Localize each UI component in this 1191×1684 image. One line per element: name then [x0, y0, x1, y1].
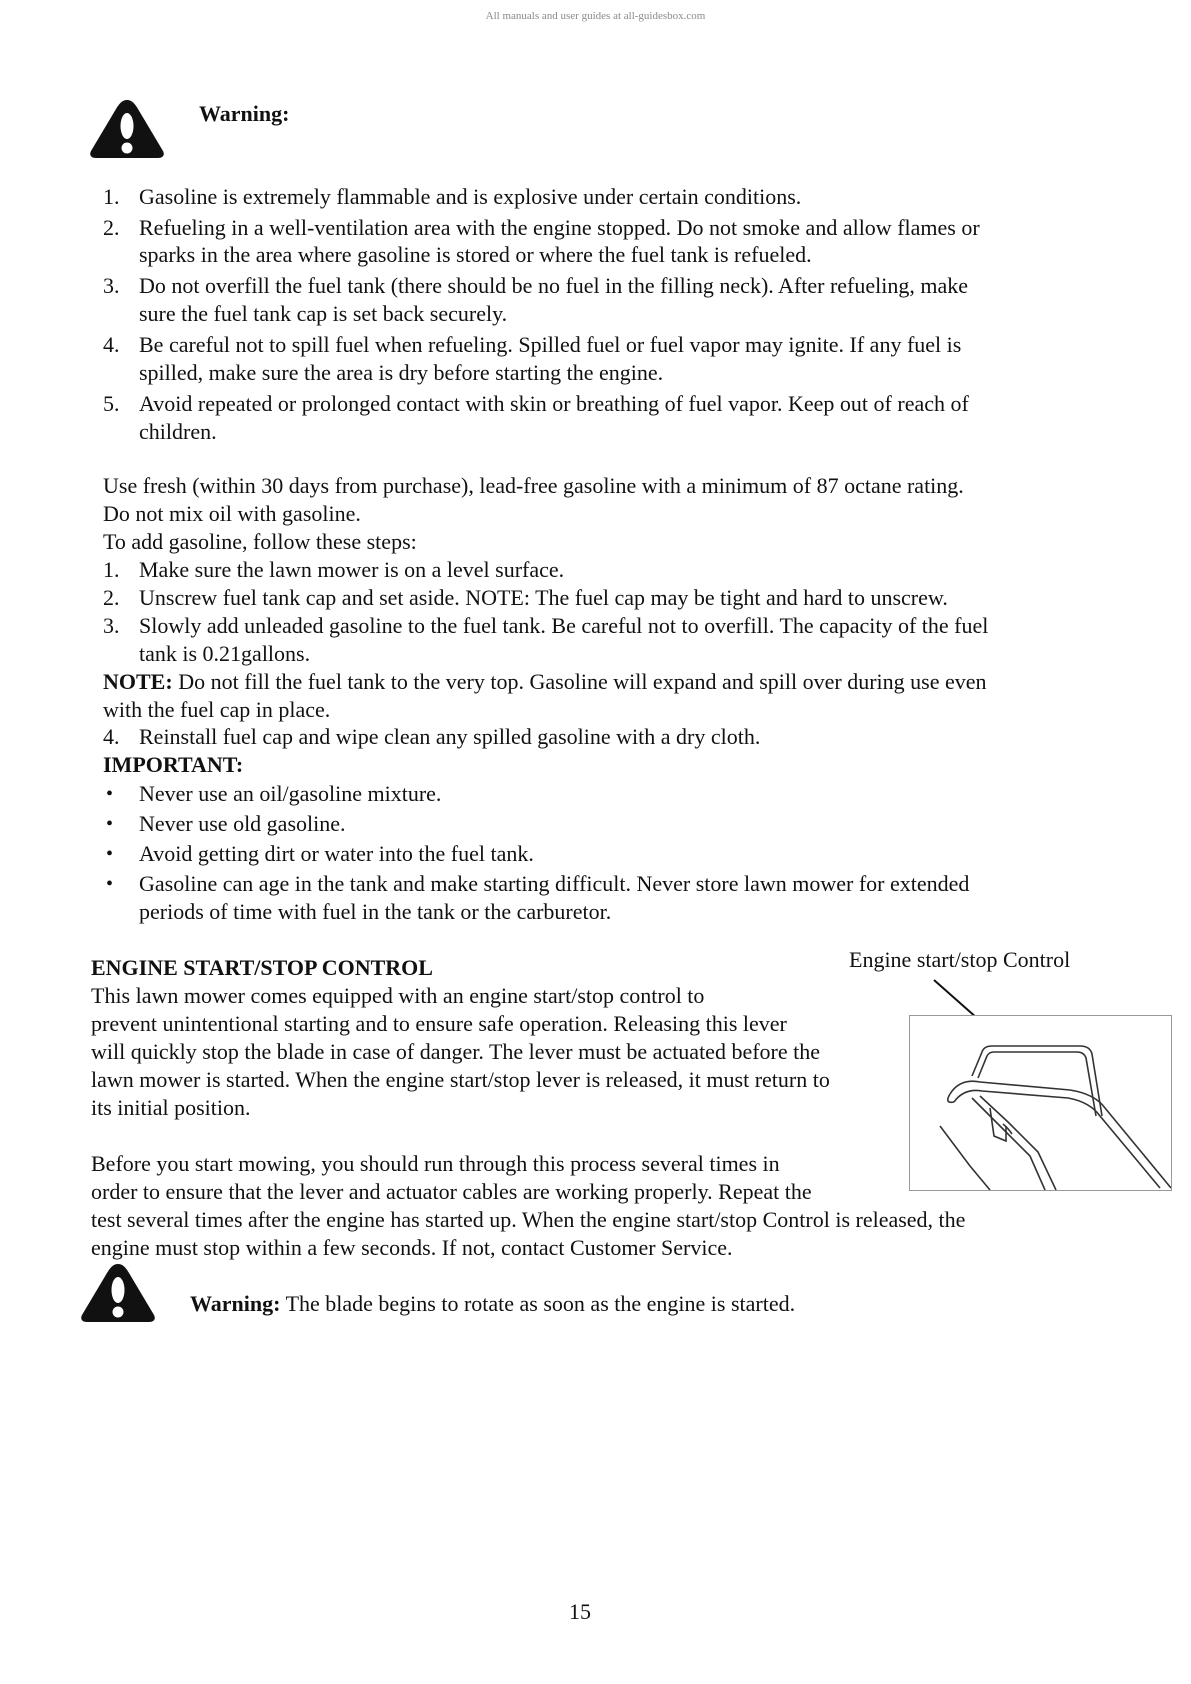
bullet-glyph: • — [106, 843, 114, 865]
bottom-warning-text: The blade begins to rotate as soon as the engine is started. — [280, 1291, 796, 1316]
step-text: Reinstall fuel cap and wipe clean any spilled gasoline with a dry cloth. — [139, 724, 761, 749]
paragraph-line: engine must stop within a few seconds. If not, contact Customer Service. — [91, 1235, 733, 1260]
page-number: 15 — [569, 1599, 591, 1624]
paragraph-line: test several times after the engine has started up. When the engine start/stop Control is released, the — [91, 1207, 966, 1232]
list-item: Be careful not to spill fuel when refueling. Spilled fuel or fuel vapor may ignite. If any fuel is — [139, 332, 962, 357]
list-item: sure the fuel tank cap is set back securely. — [139, 301, 508, 326]
paragraph-line: To add gasoline, follow these steps: — [103, 529, 417, 554]
bullet-item: Never use an oil/gasoline mixture. — [139, 781, 442, 806]
paragraph-line: order to ensure that the lever and actuator cables are working properly. Repeat the — [91, 1179, 812, 1204]
list-item: spilled, make sure the area is dry before starting the engine. — [139, 360, 664, 385]
paragraph-line: Do not mix oil with gasoline. — [103, 501, 361, 526]
list-number: 2. — [103, 215, 120, 240]
step-text: Slowly add unleaded gasoline to the fuel tank. Be careful not to overfill. The capacity of the fuel — [139, 613, 989, 638]
note-label: NOTE: — [103, 669, 173, 694]
list-item: Gasoline is extremely flammable and is explosive under certain conditions. — [139, 184, 802, 209]
paragraph-line: lawn mower is started. When the engine start/stop lever is released, it must return to — [91, 1067, 830, 1092]
bullet-glyph: • — [106, 873, 114, 895]
note-text: Do not fill the fuel tank to the very top. Gasoline will expand and spill over during use even — [178, 669, 987, 694]
bottom-warning-label: Warning: — [190, 1291, 281, 1316]
warning-triangle-icon — [79, 1260, 157, 1324]
list-item: Avoid repeated or prolonged contact with skin or breathing of fuel vapor. Keep out of reach of — [139, 391, 969, 416]
paragraph-line: Use fresh (within 30 days from purchase), lead-free gasoline with a minimum of 87 octane rating. — [103, 473, 964, 498]
step-number: 2. — [103, 585, 120, 610]
bullet-item: Avoid getting dirt or water into the fuel tank. — [139, 841, 534, 866]
bullet-glyph: • — [106, 813, 114, 835]
figure-caption: Engine start/stop Control — [849, 947, 1071, 972]
step-number: 1. — [103, 557, 120, 582]
paragraph-line: prevent unintentional starting and to ensure safe operation. Releasing this lever — [91, 1011, 787, 1036]
bullet-glyph: • — [106, 783, 114, 805]
list-item: Do not overfill the fuel tank (there should be no fuel in the filling neck). After refueling, make — [139, 273, 969, 298]
bullet-item: Gasoline can age in the tank and make starting difficult. Never store lawn mower for extended — [139, 871, 970, 896]
list-item: children. — [139, 419, 217, 444]
list-item: Refueling in a well-ventilation area with the engine stopped. Do not smoke and allow flames or — [139, 215, 980, 240]
important-label: IMPORTANT: — [103, 752, 244, 777]
watermark-header: All manuals and user guides at all-guidesbox.com — [485, 10, 706, 22]
bullet-item: Never use old gasoline. — [139, 811, 346, 836]
paragraph-line: Before you start mowing, you should run through this process several times in — [91, 1151, 780, 1176]
list-number: 1. — [103, 184, 120, 209]
step-number: 4. — [103, 724, 120, 749]
step-number: 3. — [103, 613, 120, 638]
warning-title: Warning: — [199, 101, 290, 126]
paragraph-line: This lawn mower comes equipped with an engine start/stop control to — [91, 983, 705, 1008]
bottom-warning — [190, 1290, 795, 1318]
list-item: sparks in the area where gasoline is stored or where the fuel tank is refueled. — [139, 242, 812, 267]
section-heading: ENGINE START/STOP CONTROL — [91, 955, 433, 980]
list-number: 3. — [103, 273, 120, 298]
bullet-item: periods of time with fuel in the tank or the carburetor. — [139, 899, 612, 924]
list-number: 5. — [103, 391, 120, 416]
step-text: Make sure the lawn mower is on a level surface. — [139, 557, 565, 582]
step-text: tank is 0.21gallons. — [139, 641, 311, 666]
list-number: 4. — [103, 332, 120, 357]
mower-handle-figure — [909, 1015, 1172, 1191]
paragraph-line: will quickly stop the blade in case of danger. The lever must be actuated before the — [91, 1039, 821, 1064]
note-line — [103, 668, 987, 696]
note-line: with the fuel cap in place. — [103, 697, 331, 722]
step-text: Unscrew fuel tank cap and set aside. NOTE: The fuel cap may be tight and hard to unscrew. — [139, 585, 948, 610]
paragraph-line: its initial position. — [91, 1095, 251, 1120]
warning-triangle-icon — [88, 96, 166, 160]
